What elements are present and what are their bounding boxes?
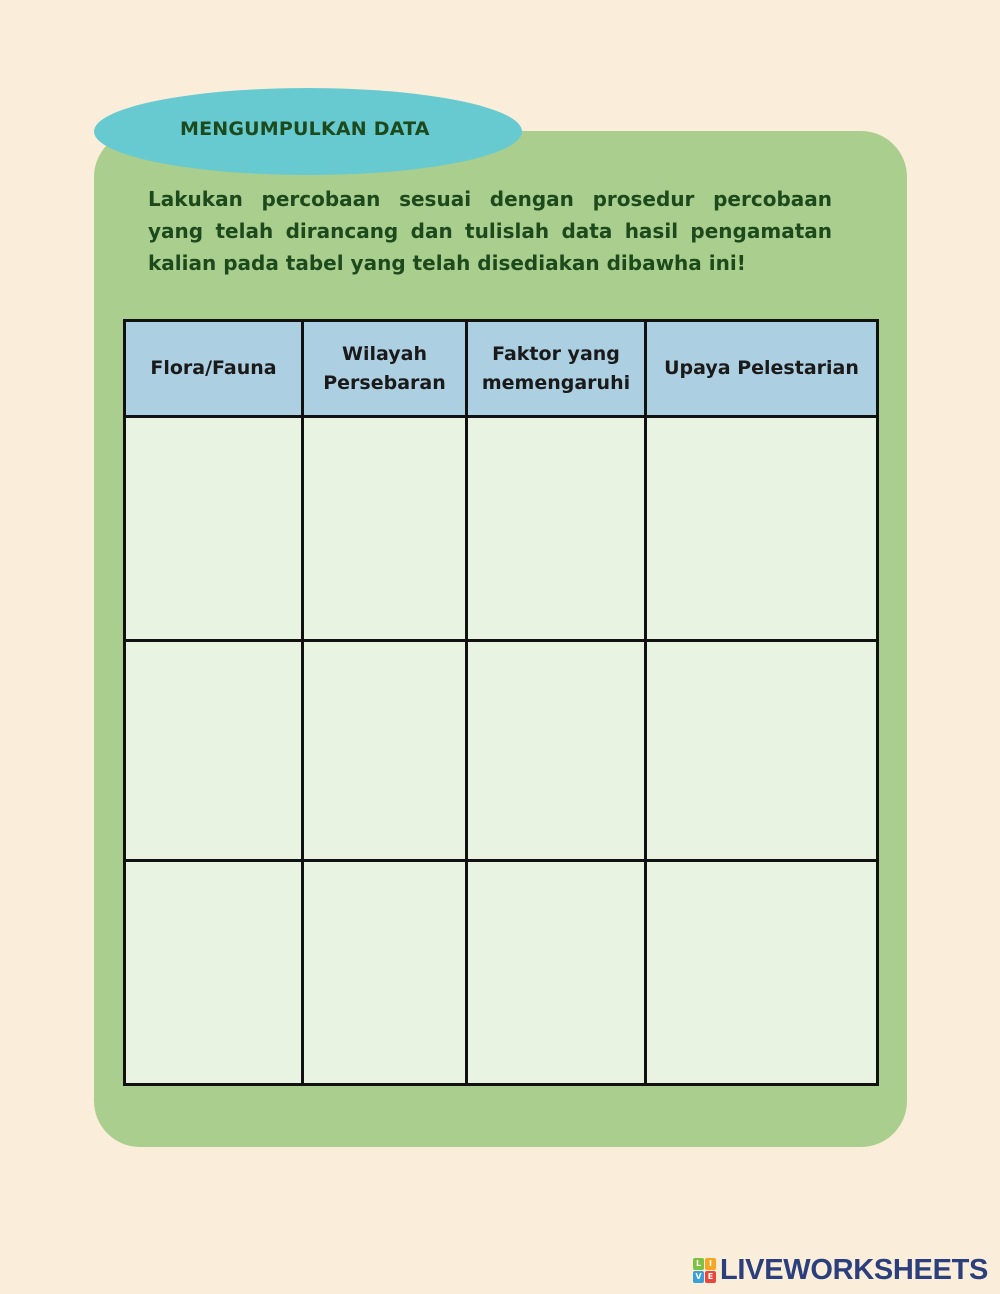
header-upaya-label: Upaya Pelestarian [664, 357, 859, 379]
logo-square-l: L [693, 1258, 704, 1270]
table-row [125, 641, 878, 861]
answer-cell[interactable] [646, 861, 878, 1085]
header-faktor-line1: Faktor yang [492, 342, 620, 365]
answer-cell[interactable] [125, 417, 303, 641]
header-faktor [467, 321, 646, 417]
answer-cell[interactable] [646, 417, 878, 641]
observation-table [123, 319, 879, 1086]
logo-square-v: V [693, 1271, 704, 1283]
answer-cell[interactable] [303, 417, 467, 641]
answer-cell[interactable] [646, 641, 878, 861]
liveworksheets-logo-text: LIVEWORKSHEETS [720, 1254, 989, 1286]
logo-square-e: E [705, 1271, 716, 1283]
answer-cell[interactable] [467, 417, 646, 641]
header-upaya-pelestarian [646, 321, 878, 417]
liveworksheets-logo-icon [693, 1258, 717, 1284]
header-flora-fauna-label: Flora/Fauna [150, 357, 277, 379]
answer-cell[interactable] [467, 861, 646, 1085]
table-row [125, 417, 878, 641]
instructions-text: Lakukan percobaan sesuai dengan prosedur percobaan yang telah dirancang dan tulislah data hasil pengamatan kalian pada tabel yang telah disediakan dibawha ini! [148, 187, 832, 275]
section-title: MENGUMPULKAN DATA [180, 118, 430, 140]
logo-square-i: I [705, 1258, 716, 1270]
table-row [125, 861, 878, 1085]
header-wilayah-line1: Wilayah [342, 342, 427, 365]
header-faktor-line2: memengaruhi [481, 371, 631, 394]
answer-cell[interactable] [467, 641, 646, 861]
answer-cell[interactable] [303, 641, 467, 861]
header-wilayah-line2: Persebaran [323, 371, 446, 394]
answer-cell[interactable] [125, 641, 303, 861]
answer-cell[interactable] [303, 861, 467, 1085]
answer-cell[interactable] [125, 861, 303, 1085]
header-wilayah-persebaran [303, 321, 467, 417]
table-header-row [125, 321, 878, 417]
liveworksheets-logo [693, 1254, 988, 1287]
header-flora-fauna [125, 321, 303, 417]
